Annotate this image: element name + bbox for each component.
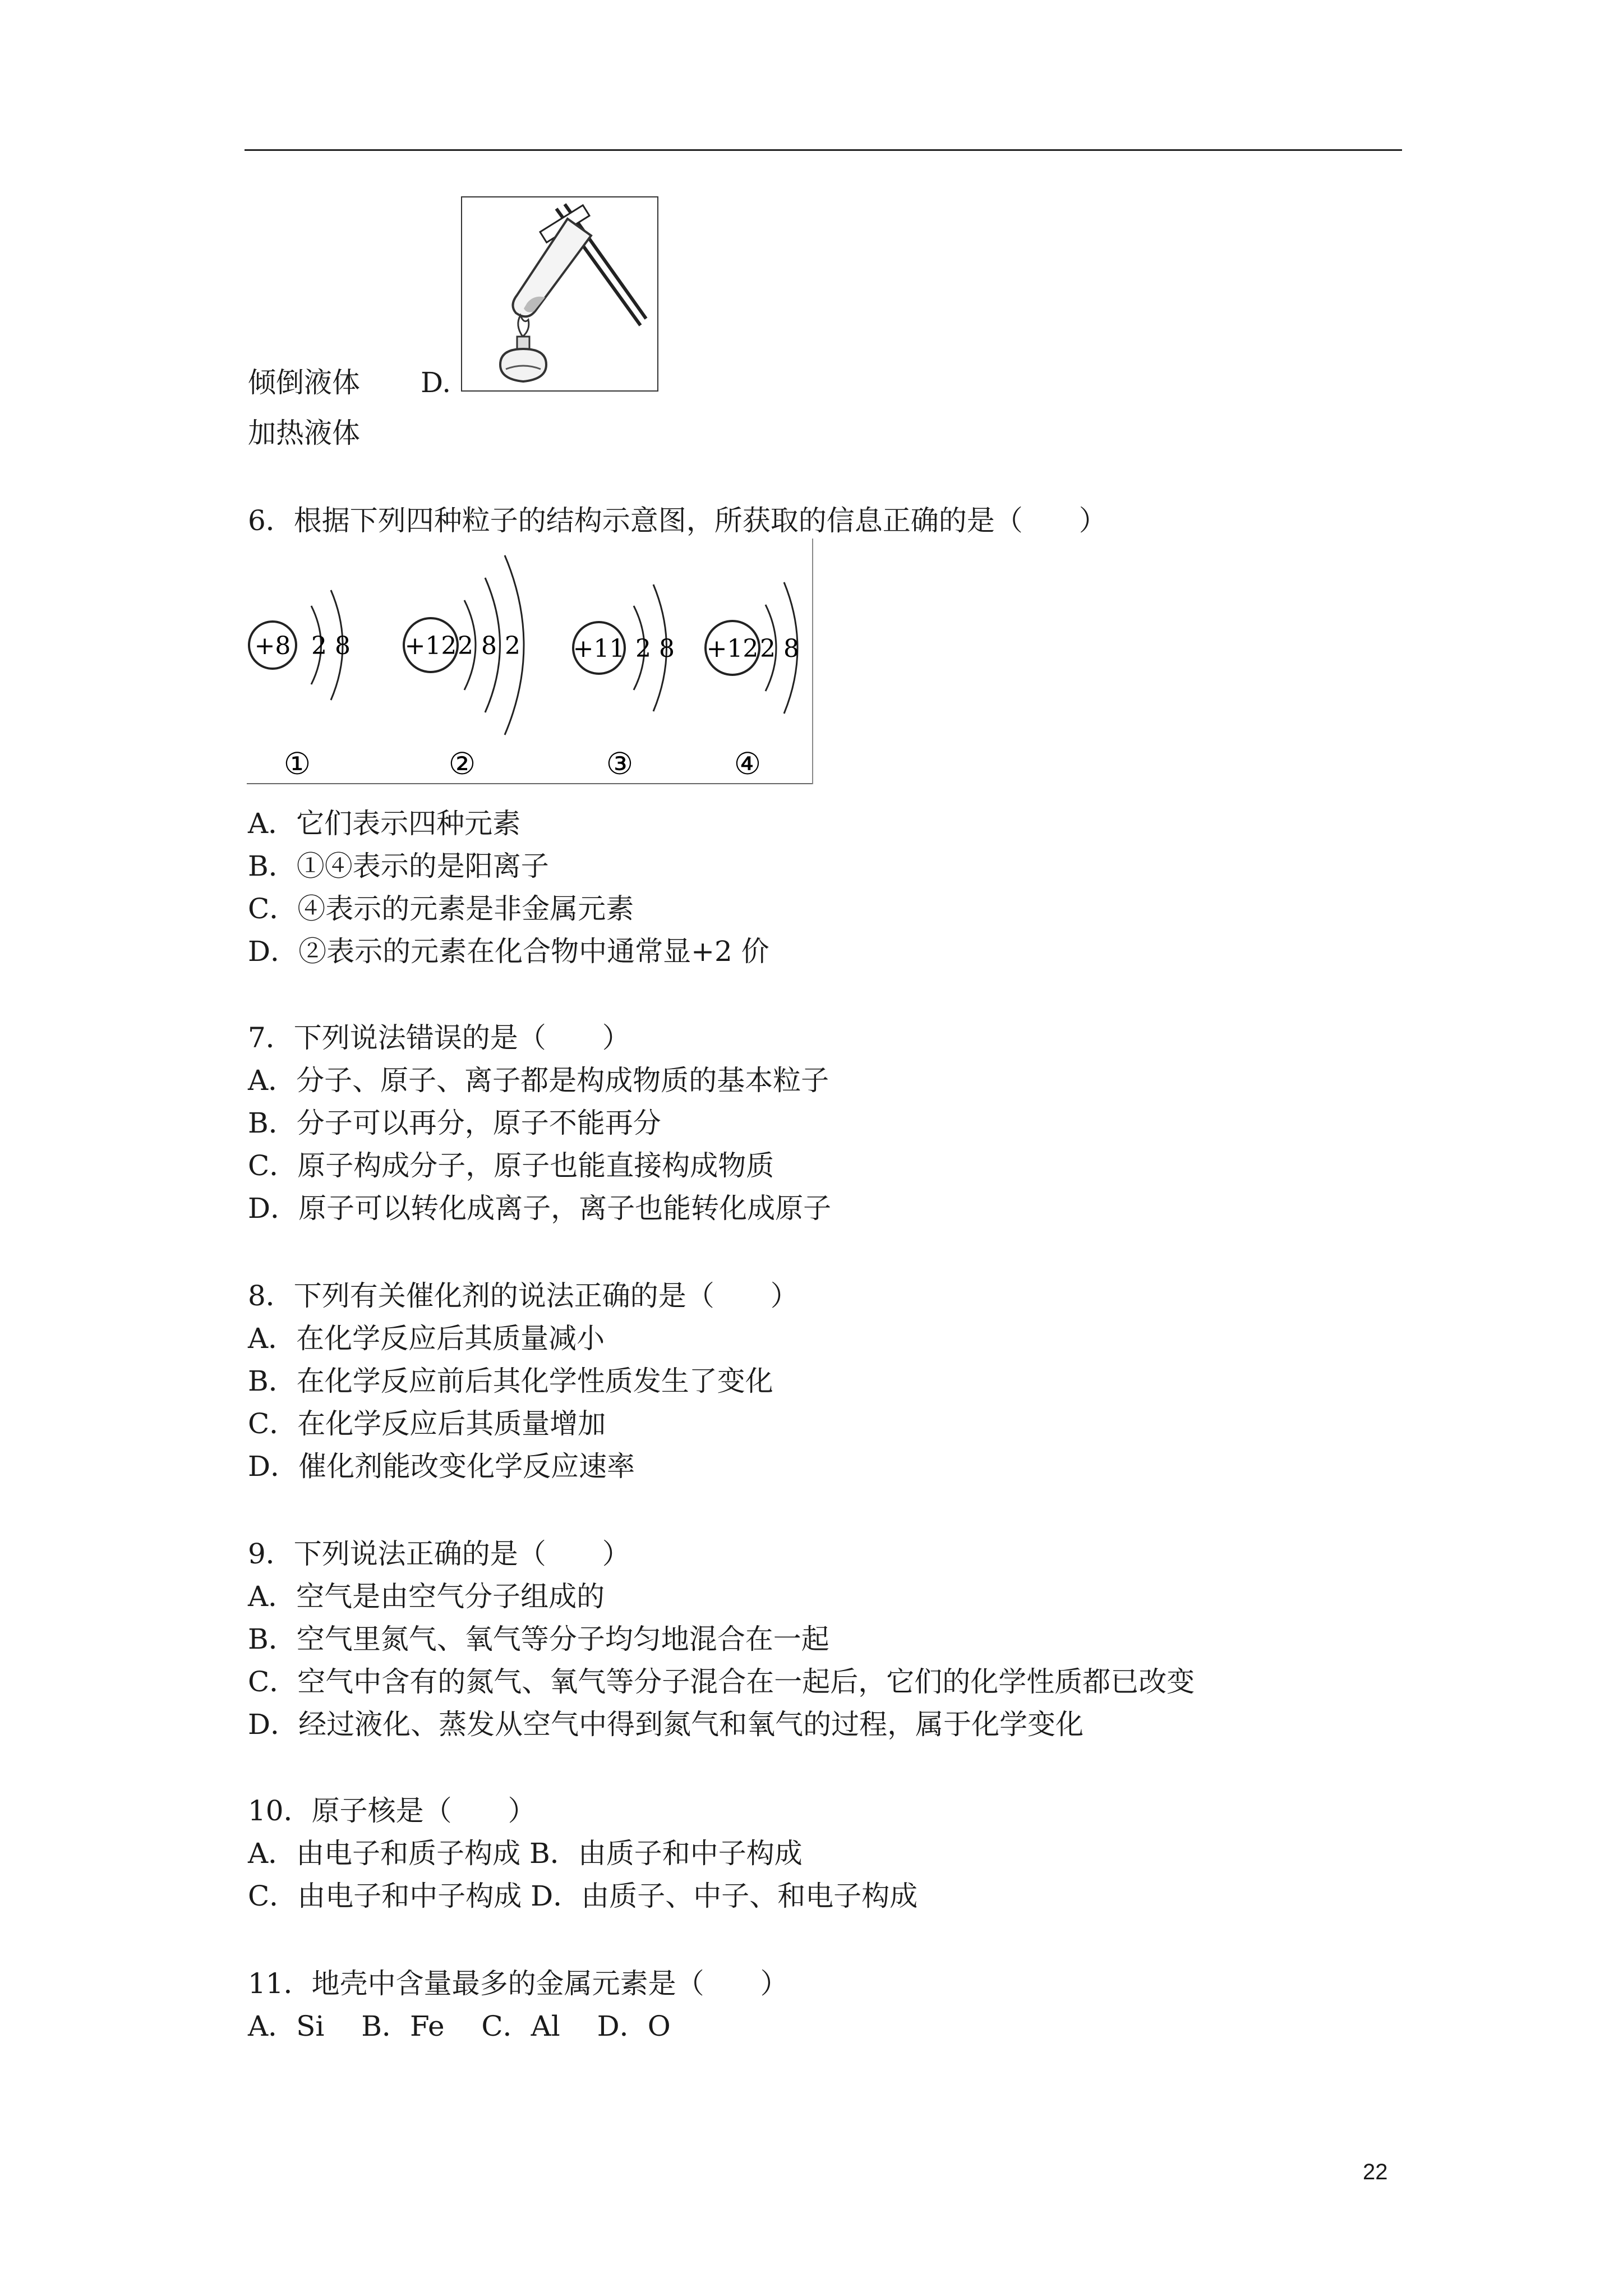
q10-options-row2: C．由电子和中子构成 D．由质子、中子、和电子构成 xyxy=(248,1880,918,1912)
q7-option-b: B．分子可以再分，原子不能再分 xyxy=(248,1107,661,1139)
particle-3-shells: 2 8 xyxy=(635,634,675,663)
q8-option-d: D．催化剂能改变化学反应速率 xyxy=(248,1450,635,1483)
particle-4-shells: 2 8 xyxy=(760,634,799,663)
q5-option-d-label: D. xyxy=(421,366,451,399)
q6-option-b: B．①④表示的是阳离子 xyxy=(248,850,549,882)
q10-options-row1: A．由电子和质子构成 B．由质子和中子构成 xyxy=(248,1837,803,1870)
q8-stem: 8．下列有关催化剂的说法正确的是（ ） xyxy=(248,1280,799,1312)
q9-option-b: B．空气里氮气、氧气等分子均匀地混合在一起 xyxy=(248,1623,829,1655)
heating-liquid-figure xyxy=(461,196,658,392)
q9-option-c: C．空气中含有的氮气、氧气等分子混合在一起后，它们的化学性质都已改变 xyxy=(248,1665,1195,1698)
q8-option-b: B．在化学反应前后其化学性质发生了变化 xyxy=(248,1365,773,1397)
particle-4-label: ④ xyxy=(734,746,762,781)
q7-option-c: C．原子构成分子，原子也能直接构成物质 xyxy=(248,1149,774,1182)
q8-option-c: C．在化学反应后其质量增加 xyxy=(248,1407,606,1440)
q9-stem: 9．下列说法正确的是（ ） xyxy=(248,1538,630,1570)
particle-structure-figure xyxy=(247,539,813,784)
q6-option-a: A．它们表示四种元素 xyxy=(248,807,521,840)
q5-option-c-text: 倾倒液体 xyxy=(248,366,360,399)
q7-option-a: A．分子、原子、离子都是构成物质的基本粒子 xyxy=(248,1064,829,1097)
q8-option-a: A．在化学反应后其质量减小 xyxy=(248,1322,605,1355)
particle-1-nucleus: +8 xyxy=(254,632,291,660)
particle-2-nucleus: +12 xyxy=(404,632,457,660)
particle-3-nucleus: +11 xyxy=(573,634,625,663)
q11-stem: 11．地壳中含量最多的金属元素是（ ） xyxy=(248,1967,789,2000)
q10-stem: 10．原子核是（ ） xyxy=(248,1795,536,1827)
q11-options: A．Si B．Fe C．Al D．O xyxy=(248,2010,671,2042)
q7-stem: 7．下列说法错误的是（ ） xyxy=(248,1022,630,1054)
particle-2-shells: 2 8 2 xyxy=(458,632,520,660)
particle-2-label: ② xyxy=(448,746,476,781)
particle-1-label: ① xyxy=(283,746,311,781)
q6-option-d: D．②表示的元素在化合物中通常显+2 价 xyxy=(248,935,769,968)
page-number: 22 xyxy=(1363,2160,1388,2184)
q9-option-a: A．空气是由空气分子组成的 xyxy=(248,1580,605,1613)
particle-1-shells: 2 8 xyxy=(311,632,351,660)
q7-option-d: D．原子可以转化成离子，离子也能转化成原子 xyxy=(248,1192,832,1225)
particle-4-nucleus: +12 xyxy=(706,634,759,663)
q6-stem: 6．根据下列四种粒子的结构示意图，所获取的信息正确的是（ ） xyxy=(248,504,1107,537)
particle-3-label: ③ xyxy=(606,746,634,781)
q5-option-d-text: 加热液体 xyxy=(248,417,360,449)
header-rule xyxy=(245,149,1402,151)
q9-option-d: D．经过液化、蒸发从空气中得到氮气和氧气的过程，属于化学变化 xyxy=(248,1708,1084,1741)
q6-option-c: C．④表示的元素是非金属元素 xyxy=(248,892,634,925)
